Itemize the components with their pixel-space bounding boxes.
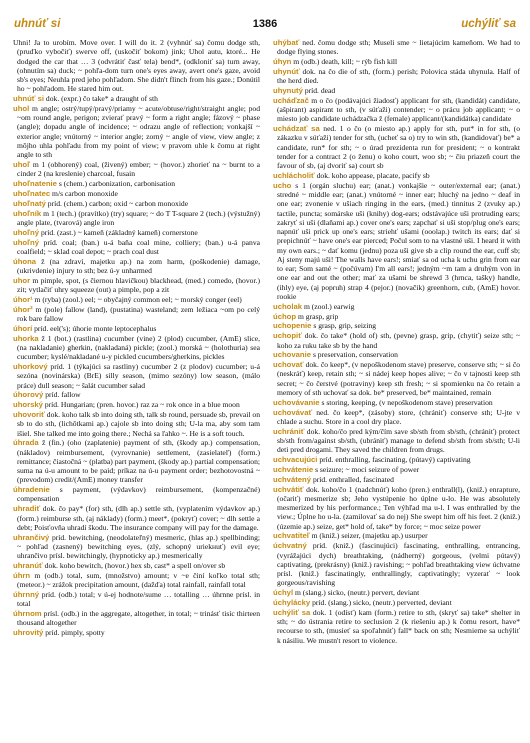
entry-headword: úchvatný <box>273 541 307 551</box>
entry-body: príd. Hungarian; (pren. hovor.) raz za ~ rok once in a blue moon <box>44 400 240 410</box>
dictionary-entry <box>273 38 520 57</box>
entry-headword: uhorský <box>13 400 43 410</box>
dictionary-entry <box>273 541 520 587</box>
entry-body: príd. bewitching, (neodolateľný) mesmeric, (hlas ap.) spellbinding; ~ pohľad (zasnený) bewitching eyes, (zlý, schopný uriekнuť) evil eye; uhrančivo prísl. bewitchingly, (hypnoticky ap.) mesmerically <box>17 532 260 561</box>
dictionary-entry <box>13 276 260 295</box>
entry-headword: uhor <box>13 275 31 285</box>
entry-body: m 1 (obhorený) coal, (živený) ember; ~ (hovor.) zhorieť na ~ burnt to a cinder 2 (na kreslenie) charcoal, fusain <box>17 160 260 179</box>
dictionary-entry <box>273 360 520 397</box>
dictionary-entry <box>273 124 520 170</box>
entry-headword: uchovávanie <box>273 397 320 407</box>
entry-headword: úhrnný <box>13 589 40 599</box>
entry-headword: úhona <box>13 256 37 266</box>
dictionary-entry <box>273 531 520 540</box>
entry-headword: uhranúť <box>13 561 43 570</box>
dictionary-entry <box>13 628 260 637</box>
dictionary-entry <box>13 334 260 362</box>
entry-body: príd. (odb.) total; v ú-ej hodnote/sume … totalling … úhrnne prísl. in total <box>17 589 260 609</box>
entry-headword: ucháďzač <box>273 95 309 105</box>
entry-body: m o čo (podávajúci žiadosť) applicant for sth, (kandidát) candidate, (ašpirant) aspirant to sth, (v súťaži) contender; ~ o prácu job applicant; ~ o miesto job candidate uchádzačka ž (female) applicant/(kandidátka) candidate <box>277 95 520 124</box>
entry-body: príd. enthralling, fascinating, (pútavý) captivating <box>319 455 471 465</box>
dictionary-entry <box>13 104 260 160</box>
dictionary-entry <box>273 181 520 301</box>
entry-headword: úhrn <box>13 570 31 580</box>
dictionary-entry <box>273 598 520 607</box>
entry-headword: úchop <box>273 311 297 321</box>
entry-headword: uhol <box>13 103 30 113</box>
entry-body: m angle; ostrý/tupý/pravý/priamy ~ acute/obtuse/right/straight angle; pod ~om round angle, perigon; zvierať pravý ~ form a right angle; fázový ~ phase (angle); dopadu angle of incidence; ~ odrazu angle of reflection; vonkajší ~ exterior angle; vnútorný ~ interior angle; zorný ~ angle of view, view angle; z môjho uhla pohľadu from my point of view; v pravom uhle k čomu at right angle to sth <box>17 103 260 160</box>
entry-body: dok. koho talk sb into doing sth, talk sb round, persuade sb, prevail on sb to do sth, (lichôtkami ap.) cajole sb into doing sth; U-la ma, aby som tam išiel. She talked me into going there.; Nechá sa ľahko ~. He is a soft touch. <box>17 410 260 438</box>
entry-body: príd. (zast.) ~ kameň (základný kameň) cornerstone <box>40 227 198 237</box>
dictionary-entry <box>273 96 520 124</box>
dictionary-entry <box>13 189 260 198</box>
entry-headword: uhoľnatenie <box>13 179 57 189</box>
entry-body: príd. (chem.) carbon; oxid ~ carbon monoxide <box>47 198 189 208</box>
dictionary-entry <box>13 571 260 590</box>
dictionary-entry <box>13 257 260 276</box>
entry-body: m (odb.) death, kill; ~ rýb fish kill <box>293 57 398 67</box>
entry-headword: úhor² <box>13 304 33 314</box>
entry-body: príd. pimply, spotty <box>45 628 105 638</box>
entry-body: m (kniž.) seizer, (majetku ap.) usurper <box>311 531 428 541</box>
dictionary-entry <box>273 475 520 484</box>
entry-headword: uchvátený <box>273 474 312 484</box>
entry-body: s payment, (výdavkov) reimbursement, (kompenzačné) compensation <box>17 485 260 504</box>
entry-body: príd. dead <box>304 86 336 96</box>
entry-headword: úchyl <box>273 588 294 598</box>
entry-headword: uhoľnatý <box>13 198 46 208</box>
entry-body: príd. coal; (ban.) u-á baňa coal mine, colliery; (ban.) u-á panva coalfield; ~ sklad coal depot; ~ prach coal dust <box>17 237 260 256</box>
entry-headword: uhoľný <box>13 227 40 237</box>
dictionary-entry <box>273 465 520 474</box>
dictionary-entry <box>273 321 520 330</box>
entry-headword: uhrovitý <box>13 628 44 638</box>
entry-headword: uchovať <box>273 360 304 370</box>
dictionary-entry <box>13 390 260 399</box>
entry-headword: uchopiť <box>273 331 302 341</box>
entry-body: m (ryba) (zool.) eel; ~ obyčajný common eel; ~ morský conger (eel) <box>34 294 242 304</box>
entry-headword: úhor¹ <box>13 294 33 304</box>
dictionary-entry <box>13 410 260 438</box>
entry-body: ned. čomu dodge sth; Museli sme ~ lietajúcim kameňom. We had to dodge flying stones. <box>277 38 520 57</box>
dictionary-entry <box>13 238 260 257</box>
entry-body: m (pole) fallow (land), (pustatina) wasteland; zem ležiaca ~om po celý rok bare fallow <box>17 304 260 323</box>
dictionary-entry <box>13 533 260 561</box>
entry-headword: uhýbať <box>273 38 300 47</box>
dictionary-entry <box>13 160 260 179</box>
entry-body: príd. fallow <box>45 390 81 400</box>
dictionary-entry <box>273 67 520 86</box>
entry-body: dok. koho appease, placate, pacify sb <box>316 171 430 181</box>
dictionary-entry <box>13 561 260 570</box>
dictionary-entry <box>273 57 520 66</box>
entry-headword: uchádzať sa <box>273 124 320 134</box>
dictionary-entry <box>13 400 260 409</box>
dictionary-entry <box>273 312 520 321</box>
entry-headword: uhradiť <box>13 504 41 514</box>
left-column <box>13 38 260 738</box>
entry-headword: uhoľ <box>13 160 31 170</box>
entry-body: m grasp, grip <box>297 311 339 321</box>
dictionary-entry <box>273 455 520 464</box>
entry-headword: uchovanie <box>273 350 312 360</box>
dictionary-entry <box>13 438 260 484</box>
entry-body: dok. koho/čo pred kým/čím save sb/sth from sb/sth, (chrániť) protect sb/sth from/against sb/sth, (ubrániť) manage to defend sb/sth from sb/sth; U-li deti pred drogami. They saved the children from drugs. <box>277 426 520 455</box>
entry-headword: uchvatiteľ <box>273 531 310 541</box>
entry-headword: uchovávať <box>273 407 313 417</box>
dictionary-entry <box>13 94 260 103</box>
entry-body: m (odb.) total, sum, (množstvo) amount; v ~e činí koľko total sth; (meteor.) ~ zrážok precipitation amount, (dažďa) total rainfall, rainfall total <box>17 570 260 590</box>
entry-headword: úhrnom <box>13 609 42 619</box>
entry-headword: uchvátiť <box>273 484 304 494</box>
dictionary-entry <box>13 485 260 504</box>
dictionary-entry <box>13 38 260 94</box>
entry-body: príd. 1 (týkajúci sa rastliny) cucumber 2 (z plodov) cucumber; u-á sezóna (novinárska) (BrE) silly season, (mimo sezóny) low season, (málo práce) dull season; ~ šalát cucumber salad <box>17 362 260 390</box>
entry-headword: uhynúť <box>273 66 300 76</box>
dictionary-entry <box>273 302 520 311</box>
entry-headword: úhradenie <box>13 485 50 495</box>
right-column <box>273 38 520 738</box>
entry-body: m (zool.) earwig <box>303 301 355 311</box>
dictionary-entry <box>13 199 260 208</box>
entry-headword: úhyn <box>273 57 292 67</box>
entry-headword: úhorí <box>13 323 33 333</box>
entry-headword: uhnúť si <box>13 94 45 104</box>
dictionary-entry <box>13 295 260 304</box>
right-guideword: uchýliť sa <box>461 18 516 30</box>
entry-body: dok. (expr.) čo take* a draught of sth <box>45 94 158 104</box>
entry-headword: uhoľník <box>13 208 42 218</box>
entry-body: m/s carbon monoxide <box>52 188 118 198</box>
entry-headword: uchopenie <box>273 321 312 331</box>
entry-headword: uchlácholiť <box>273 171 315 181</box>
entry-body: príd. enthralled, fascinated <box>312 474 394 484</box>
dictionary-entry <box>13 504 260 532</box>
dictionary-entry <box>273 608 520 645</box>
dictionary-entry <box>13 305 260 324</box>
entry-headword: uhoľný <box>13 237 40 247</box>
dictionary-entry <box>273 398 520 407</box>
entry-body: ned. 1 o čo (o miesto ap.) apply for sth, put* in for sth, (o zákazku v súťaži) tender for sth, (ucheť sa o) try to win sth, (kandidovať) be* a candidate, run* for sth; ~ o úrad prezidenta run for president; ~ o kontrakt tender for a contract 2 (o ženu) o koho court, woo sb; ~ čiu priazeň court the favour of sb, (aj dvoriť sa) court sb <box>277 124 520 171</box>
entry-headword: uchvacujúci <box>273 455 318 465</box>
dictionary-entry <box>13 590 260 609</box>
entry-headword: ucholak <box>273 301 303 311</box>
entry-body: m pimple, spot, (s čiernou hlavičkou) blackhead, (med.) comedo, (hovor.) zit; vytlačiť uhry squeeze (out) a pimple, pop a zit <box>17 275 260 295</box>
dictionary-entry <box>273 427 520 455</box>
entry-headword: úhrada <box>13 438 39 448</box>
entry-body: dok. na čo die of sth, (form.) perish; Polovica stáda uhynula. Half of the herd died. <box>277 66 520 86</box>
entry-body: prísl. (odb.) in the aggregate, altogether, in total; ~ trinásť tisíc thirteen thousand altogether <box>17 609 260 628</box>
entry-body: s seizure; ~ moci seizure of power <box>315 464 420 474</box>
dictionary-entry <box>273 350 520 359</box>
dictionary-entry <box>13 228 260 237</box>
dictionary-entry <box>273 485 520 531</box>
dictionary-entry <box>273 86 520 95</box>
dictionary-entry <box>273 171 520 180</box>
entry-body: s preservation, conservation <box>312 350 398 360</box>
dictionary-entry <box>13 209 260 228</box>
page-number: 1386 <box>252 18 278 30</box>
entry-body: dok. čo keep*, (v nepoškodenom stave) preserve, conserve sth; ~ si čo (neskráť) keep, retain sth; ~ si nádej keep hopes alive; ~ čo v tajnosti keep sth secret; ~ čo čerstvé (potraviny) keep sth fresh; ~ si spomienku na čo retain a memory of sth uchovať sa dok. be* preserved, be* maintained, remain <box>277 360 520 397</box>
entry-headword: uchrániť <box>273 426 305 436</box>
entry-headword: uhoľnatec <box>13 188 51 198</box>
dictionary-entry <box>273 588 520 597</box>
dictionary-entry <box>13 179 260 188</box>
entry-headword: uhorka <box>13 333 39 343</box>
left-guideword: uhnúť si <box>14 18 61 30</box>
entry-body: dok. 1 (odísť) kam (form.) retire to sth, (skryť sa) take* shelter in sth; ~ do ústrania retire to seclusion 2 (k riešeniu ap.) k čomu resort, have* recourse to sth, (musieť sa spoľahnúť) fall* back on sth; Nesmieme sa uchýliť k násiliu. We mustn't resort to violence. <box>277 607 520 645</box>
entry-body: dok. čo take* (hold of) sth, (pevne) grasp, grip, (chytiť) seize sth; ~ koho za ruku take sb by the hand <box>277 331 520 350</box>
entry-body: dok. koho/čo 1 (nadchnúť) koho (pren.) enthrall(l), (kniž.) enrapture, (očariť) mesmerize sb; Jeho vystúpenie ho úplne u-lo. He was absolutely mesmerized by his performance.; Ten výhľad ma u-l. I was enthralled by the view.; Úplne ho u-la. (zamilovať sa do nej) She swept him off his feet. 2 (kniž.) (územie ap.) seize, get* hold of, take* by force; ~ moc seize power <box>277 484 520 531</box>
dictionary-entry <box>273 331 520 350</box>
entry-body: s (chem.) carbonization, carbonisation <box>58 179 176 189</box>
page-header <box>14 18 516 32</box>
dictionary-entry <box>273 408 520 427</box>
entry-headword: úchylácky <box>273 598 311 607</box>
entry-body: dok. čo pay* (for) sth, (dlh ap.) settle sth, (vyplatením výdavkov ap.) (form.) reimburse sth, (aj náklady) (form.) meet*, (pokryť) cover; ~ dlh settle a debt; Poisťovňa uhradí škodu. The insurance company will pay for the damage. <box>17 504 260 532</box>
entry-body: s grasp, grip, seizing <box>313 321 376 331</box>
dictionary-entry <box>13 609 260 628</box>
entry-body: Uhni! Ja to urobím. Move over. I will do it. 2 (vyhnúť sa) čomu dodge sth, (pruďko vybočiť) swerve off, (uskočiť bokom) jink; Uhol autu, ktoré... He dodged the car that … 3 (odvrátiť časť tela) bend*, (odkloniť sa) turn away, (ohnutím sa) duck; ~ pohľa-dom turn one's eyes away, avert one's gaze, avoid sb's eyes; Neuhla pred jeho pohľadom. She didn't flinch from his gaze.; Donútil ho ~ pohľadom. He stared him out. <box>13 38 260 94</box>
entry-headword: uhovoriť <box>13 410 45 420</box>
entry-headword: uhorkový <box>13 362 48 371</box>
entry-body: s storing, keeping, (v nepoškodenom stave) preservation <box>321 397 493 407</box>
entry-headword: uhynutý <box>273 86 303 96</box>
entry-body: m 1 (tech.) (pravítko) (try) square; ~ do T T-square 2 (tech.) (výstužný) angle plate, (tvarová) angle iron <box>17 208 260 227</box>
entry-body: ned. čo keep*, (zásoby) store, (chrániť) conserve sth; U-jte v chlade a suchu. Store in a cool dry place. <box>277 407 520 426</box>
entry-body: ž (fin.) (oho (zaplatenie) payment of sth, (škody ap.) compensation, (nákladov) reimbursement, (vyrovnanie) settlement, (zasielateľ) (form.) remittance; čiastočná ~ (platba) part payment, (škody ap.) partial compensation; suma na ú-u amount to be paid; príkaz na ú-u payment order; bezhotovostná ~ (prevodom) credit/(AmE) money transfer <box>17 438 260 485</box>
entry-body: príd. eel('s); úhorie monte leptocephalus <box>34 323 157 333</box>
entry-body: príd. (kniž.) (fascinujúci) fascinating, enthralling, entrancing, (vyrážajúci dych) breathtaking, (nádherný) gorgeous, (velmi pútavý) captivating, (prekrásny) (kniž.) ravishing; ~ pohľad breathtaking view úchvatne prísl. (kniž.) fascinatingly, enthrallingly, captivatingly; vyzerať ~ look gorgeous/ravishing <box>277 541 520 588</box>
entry-headword: uhrančivý <box>13 532 50 542</box>
dictionary-entry <box>13 324 260 333</box>
entry-body: dok. koho bewitch, (hovor.) hex sb, cast* a spell on/over sb <box>44 561 226 570</box>
entry-headword: uchýliť sa <box>273 607 311 617</box>
entry-body: ž (na zdraví, majetku ap.) na zom harm, (poškodenie) damage, (ukrivdenie) injury to sth; bez ú-y unharmed <box>17 256 260 275</box>
entry-headword: úhorový <box>13 390 44 400</box>
entry-body: s 1 (orgán sluchu) ear; (anat.) vonkajšie ~ outer/external ear; (anat.) stredné ~ middle ear; (anat.) vnútorné ~ inner ear; hluchý na jedno ~ deaf in one ear; zvonenie v ušiach ringing in the ears, (med.) tinnitus 2 (zvuky ap.) tactile, puncta; somárske uši (knihy) dog-ears; odstávajúce uši protruding ears; zakryť si uši (dlaňami ap.) cover one's ears; zapchať si uši stop/plug one's ears; napnúť uši prick up one's ears; striehť ušami (ooolap.) twitch its ears; dať si prepichnúť ~ have one's ear pierced; Počul som to na vlastné uši. I heard it with my own ears.; ~ dať komu (jednu) poza uši give sb a clip round the ear, cuff sb; Aj steny majú uši! The walls have ears!; smiať sa od ucha k uchu grin from ear to ear; Som samé ~ (počúvam) I'm all ears!; jedným ~m tam a druhým von in one ear and out the other; mať za ušami be shrewd 3 (hrnca, tašky) handle, (ihly) eye, (aj popruh) strap 4 (pejor.) (novačik) greenhorn, cub, (AmE) hovor. rookie <box>277 180 520 301</box>
entry-body: ž 1 (bot.) (rastlina) cucumber (vine) 2 (plod) cucumber, (AmE) slice, (na nakladanie) gherkin, (nakladaná) pickle; (zool.) morská ~ (holothuria) sea cucumber; kyslé/nakladané u-y pickled cucumbers/gherkins, pickles <box>17 333 260 362</box>
entry-headword: uchvátenie <box>273 464 314 474</box>
dictionary-entry <box>13 362 260 390</box>
entry-headword: ucho <box>273 180 292 190</box>
entry-body: príd. (slang.) sicko, (neutr.) perverted, deviant <box>312 598 452 607</box>
entry-body: m (slang.) sicko, (neutr.) pervert, deviant <box>295 588 420 598</box>
